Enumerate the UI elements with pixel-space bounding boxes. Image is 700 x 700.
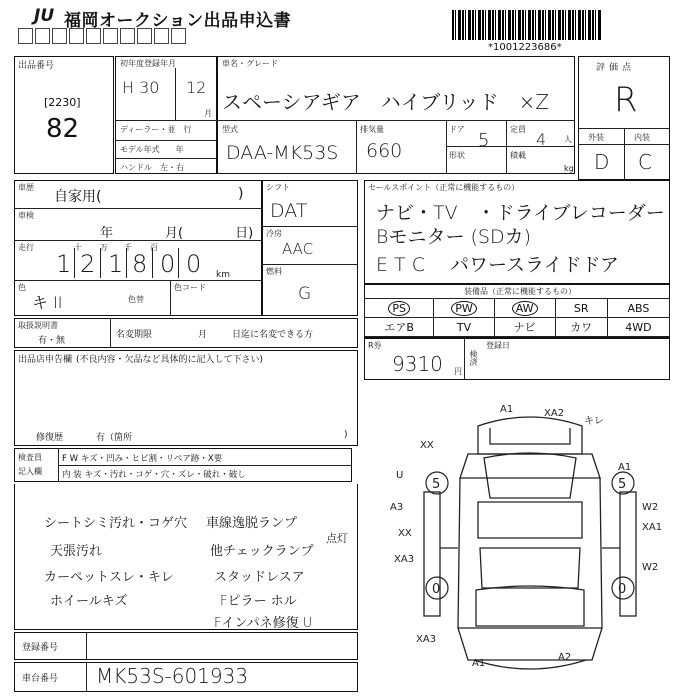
year-value: H 30 <box>122 78 160 97</box>
mileage-label: 走行 <box>18 243 34 252</box>
remark-left: シートシミ汚れ・コゲ穴 <box>44 516 188 531</box>
usage-value: 自家用( <box>54 189 102 205</box>
remark-right: 他チェックランプ <box>210 544 314 559</box>
manual-label: 取扱説明書 <box>18 321 58 330</box>
recycle-label: R券 <box>368 341 382 350</box>
capacity-unit: 人 <box>564 135 572 144</box>
remark-right: 車線逸脱ランプ <box>206 516 298 531</box>
vehicle-name-label: 車名・グレード <box>222 59 278 68</box>
mileage-digit: 1 <box>56 250 72 278</box>
sales-points-label: セールスポイント（正常に機能するもの） <box>368 183 520 192</box>
inspector-row-2: 内 装 キズ・汚れ・コゲ・穴・ズレ・破れ・破し <box>62 470 246 480</box>
damage-mark: U <box>396 470 404 481</box>
equipment-aw: AW <box>494 299 555 318</box>
recycle-check-label: 検済 <box>469 350 478 366</box>
mileage-digit: 1 <box>108 250 124 278</box>
usage-label: 車歴 <box>18 183 34 192</box>
year-box <box>115 56 217 174</box>
vehicle-name: スペーシアギア ハイブリッド ×Z <box>222 90 550 114</box>
mileage-header-3: 百 <box>150 243 158 252</box>
evaluation-label: 評価点 <box>596 63 636 73</box>
dealer-label: ディーラー・並 行 <box>120 125 192 134</box>
displacement-value: 660 <box>366 140 403 162</box>
recycle-unit: 円 <box>454 367 462 376</box>
shift-label: シフト <box>266 183 290 192</box>
exterior-grade: D <box>594 150 610 174</box>
equipment-table <box>364 298 670 337</box>
damage-mark: XA1 <box>642 522 663 533</box>
equipment-label: 装備品（正常に機能するもの） <box>464 287 576 296</box>
mileage-header-2: 千 <box>124 243 132 252</box>
remark-left: 天張汚れ <box>50 544 103 559</box>
remark-right: Fインパネ修復 U <box>214 616 313 631</box>
doors-label: ドア <box>449 125 465 134</box>
fuel-value: G <box>298 284 312 304</box>
interior-grade: C <box>638 150 652 174</box>
year-month-unit: 月 <box>204 109 212 118</box>
shape-label: 形状 <box>449 151 465 160</box>
mileage-digit: 2 <box>80 250 96 278</box>
inspection-value: 年 月( 日) <box>100 226 254 241</box>
damage-mark: XX <box>398 528 412 539</box>
year-month: 12 <box>186 78 207 97</box>
doors-value: 5 <box>478 130 490 151</box>
equipment-ps: PS <box>365 299 434 318</box>
recycle-reg-label: 登録日 <box>486 341 510 350</box>
equipment-pw: PW <box>434 299 494 318</box>
equipment-4wd: 4WD <box>607 318 669 337</box>
capacity-label: 定員 <box>510 125 526 134</box>
model-year-label: モデル年式 年 <box>120 145 184 154</box>
damage-mark: A1 <box>500 404 514 415</box>
equipment-abs: ABS <box>607 299 669 318</box>
equipment-sr: SR <box>555 299 607 318</box>
loading-unit: kg <box>564 164 574 173</box>
color-code-label: 色コード <box>174 283 206 292</box>
chassis-label: 車台番号 <box>22 674 59 684</box>
evaluation-score: R <box>614 80 638 120</box>
equipment-navi: ナビ <box>494 318 555 337</box>
capacity-value: 4 <box>536 130 547 149</box>
wheel-mark-rr: 0 <box>618 582 627 597</box>
warranty-unit: 月 <box>198 330 208 340</box>
damage-mark: XA3 <box>416 634 437 645</box>
year-label: 初年度登録年月 <box>120 59 176 68</box>
damage-mark: W2 <box>642 502 659 513</box>
wheel-mark-rl: 0 <box>432 582 441 597</box>
warranty-note: 日迄に名変できる方 <box>232 330 314 340</box>
damage-mark: XA3 <box>394 554 415 565</box>
color-value: キ II <box>32 293 63 312</box>
damage-mark: A1 <box>618 462 632 473</box>
inspector-label-2: 記入欄 <box>18 467 42 476</box>
mileage-header-1: 万 <box>100 243 108 252</box>
mileage-digit: 0 <box>160 250 176 278</box>
fuel-label: 燃料 <box>266 267 282 276</box>
damage-mark: キレ <box>584 416 604 427</box>
equipment-tv: TV <box>434 318 494 337</box>
listing-bracket-number: [2230] <box>44 96 81 109</box>
repair-label: 修復歴 <box>36 433 64 443</box>
loading-label: 積載 <box>510 151 526 160</box>
seller-notes-note: (不良内容・欠品など具体的に記入して下さい) <box>76 355 264 365</box>
remark-right: Fピラー ホル <box>220 594 297 609</box>
ac-value: AAC <box>282 240 314 258</box>
mileage-unit: km <box>216 270 230 280</box>
handle-label: ハンドル 左・右 <box>120 163 184 172</box>
equipment-leather: カワ <box>555 318 607 337</box>
registration-box <box>14 632 358 660</box>
damage-mark: A1 <box>472 658 486 669</box>
shift-value: DAT <box>270 200 308 222</box>
side-note: 点灯 <box>326 532 348 545</box>
chassis-value: MK53S-601933 <box>96 664 249 688</box>
manual-options: 有・無 <box>38 336 66 346</box>
sales-point-line: ナビ・TV ・ドライブレコーダー <box>376 202 665 224</box>
mileage-header-0: 十 <box>74 243 82 252</box>
barcode <box>452 10 602 40</box>
seller-notes-label: 出品店申告欄 <box>18 355 73 365</box>
damage-mark: A3 <box>390 502 404 513</box>
color-label: 色 <box>18 283 26 292</box>
wheel-mark-fl: 5 <box>432 477 441 492</box>
logo: JU <box>34 6 55 26</box>
wheel-mark-fr: 5 <box>618 477 627 492</box>
damage-mark: W2 <box>642 562 659 573</box>
damage-mark: XA2 <box>544 408 565 419</box>
ac-label: 冷房 <box>266 229 282 238</box>
damage-mark: XX <box>420 440 434 451</box>
listing-label: 出品番号 <box>18 61 55 71</box>
color-shade-label: 色替 <box>128 295 144 304</box>
remark-left: カーペットスレ・キレ <box>44 570 174 585</box>
remark-left: ホイールキズ <box>50 594 128 609</box>
car-diagram <box>380 398 680 696</box>
exterior-label: 外装 <box>588 133 604 142</box>
sales-point-line: Bモニター (SDカ) <box>376 226 531 248</box>
remark-right: スタッドレスア <box>214 570 305 585</box>
usage-close: ) <box>238 186 244 202</box>
model-value: DAA-MK53S <box>226 142 339 164</box>
interior-label: 内装 <box>634 133 650 142</box>
inspector-row-1: F W キズ・凹み・ヒビ割・リペア跡・X要 <box>62 454 223 464</box>
equipment-airbag: エアB <box>365 318 434 337</box>
inspection-label: 車検 <box>18 211 34 220</box>
mileage-digit: 8 <box>132 250 148 278</box>
recycle-value: 9310 <box>392 352 443 376</box>
displacement-label: 排気量 <box>360 125 384 134</box>
damage-mark: A2 <box>558 652 572 663</box>
registration-label: 登録番号 <box>22 643 59 653</box>
repair-value: 有（箇所 <box>96 433 133 443</box>
barcode-number: *1001223686* <box>488 42 562 53</box>
inspector-label-1: 検査員 <box>18 453 42 462</box>
repair-close: ) <box>344 430 348 440</box>
sales-point-line: E T C パワースライドドア <box>376 254 619 276</box>
mileage-digit: 0 <box>186 250 202 278</box>
warranty-label: 名変期限 <box>116 330 153 340</box>
model-label: 型式 <box>222 125 238 134</box>
listing-number: 82 <box>46 114 80 144</box>
form-title: 福岡オークション出品申込書 <box>64 11 292 31</box>
